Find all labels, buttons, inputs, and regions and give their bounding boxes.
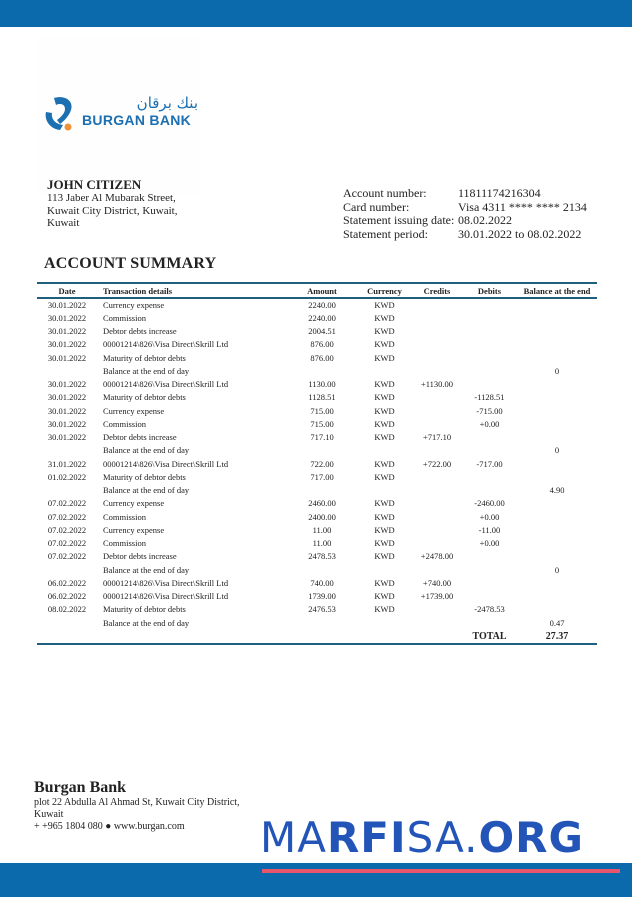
cell-amount: 1128.51 [308,392,336,403]
table-row [37,550,597,563]
cell-credit [412,470,462,483]
cell-date: 30.01.2022 [47,326,87,337]
balance-row [37,563,597,576]
cell-debit: -715.00 [476,405,503,416]
cell-credit [412,351,462,364]
cell-currency: KWD [374,498,395,509]
cell-amount: 717.00 [310,471,334,482]
table-row [37,497,597,510]
cell-balance: 0.47 [549,617,565,628]
account-number-value: 11811174216304 [458,186,541,200]
account-number-label: Account number: [343,186,427,200]
cell-date: 08.02.2022 [47,604,87,615]
cell-amount [287,484,357,497]
cell-date: 30.01.2022 [47,312,87,323]
cell-balance [517,523,597,536]
cell-amount: 722.00 [310,458,334,469]
issuing-date-value: 08.02.2022 [458,213,512,227]
table-row [37,590,597,603]
account-summary-title: ACCOUNT SUMMARY [44,255,217,272]
account-number-row [343,187,587,201]
client-name: JOHN CITIZEN [47,177,142,192]
table-row [37,417,597,430]
cell-credit: +1130.00 [420,379,454,390]
table-row [37,470,597,483]
cell-debit [462,431,517,444]
card-number-label: Card number: [343,199,410,214]
cell-balance [517,537,597,550]
cell-amount: 740.00 [310,577,334,588]
cell-credit [412,523,462,536]
cell-balance [517,351,597,364]
cell-date: 07.02.2022 [47,524,87,535]
card-number-value: Visa 4311 **** **** 2134 [458,199,587,214]
logo-english-text: BURGAN BANK [82,112,192,128]
cell-credit [412,417,462,430]
cell-balance [517,576,597,589]
cell-currency: KWD [374,458,395,469]
cell-details: Debtor debts increase [103,551,177,562]
cell-balance: 4.90 [549,485,565,496]
cell-details: Balance at the end of day [103,617,190,628]
table-row [37,510,597,523]
cell-currency: KWD [374,379,395,390]
issuing-date-row [343,214,587,228]
cell-currency: KWD [374,551,395,562]
cell-currency [357,364,412,377]
cell-debit [462,563,517,576]
total-row [37,629,597,644]
cell-details: Currency expense [103,300,165,311]
cell-debit [462,444,517,457]
cell-currency: KWD [374,326,395,337]
cell-currency: KWD [374,471,395,482]
cell-details: Maturity of debtor debts [103,604,186,615]
cell-date: 06.02.2022 [47,577,87,588]
cell-details: Debtor debts increase [103,326,177,337]
cell-details: Balance at the end of day [103,564,190,575]
cell-balance: 0 [554,365,560,376]
cell-date [37,484,97,497]
cell-details: Commission [103,312,146,323]
cell-amount: 11.00 [312,524,332,535]
cell-balance [517,497,597,510]
cell-currency [357,616,412,629]
cell-currency [357,484,412,497]
cell-date: 07.02.2022 [47,538,87,549]
statement-period-label: Statement period: [343,226,428,241]
cell-debit [462,378,517,391]
cell-amount: 717.10 [310,432,334,443]
cell-details: Currency expense [103,524,165,535]
cell-debit [462,484,517,497]
cell-amount: 11.00 [312,538,332,549]
cell-details: 00001214\826\Visa Direct\Skrill Ltd [103,458,229,469]
cell-date: 30.01.2022 [47,432,87,443]
table-row [37,298,597,311]
account-info-block [343,187,587,241]
cell-amount: 2460.00 [308,498,336,509]
cell-details: Maturity of debtor debts [103,392,186,403]
cell-date: 30.01.2022 [47,339,87,350]
cell-currency: KWD [374,405,395,416]
cell-amount: 876.00 [310,339,334,350]
table-row [37,431,597,444]
cell-amount [287,444,357,457]
cell-amount: 2400.00 [308,511,336,522]
cell-balance [517,590,597,603]
cell-amount: 2478.53 [308,551,336,562]
column-header-date: Date [58,285,76,296]
cell-date: 07.02.2022 [47,511,87,522]
cell-currency: KWD [374,312,395,323]
cell-balance [517,298,597,311]
cell-date: 01.02.2022 [47,471,87,482]
cell-amount: 715.00 [310,418,334,429]
cell-debit [462,311,517,324]
cell-currency: KWD [374,524,395,535]
cell-balance [517,378,597,391]
cell-details: Balance at the end of day [103,485,190,496]
cell-credit [412,497,462,510]
bank-name: Burgan Bank [34,779,127,796]
client-address-line: 113 Jaber Al Mubarak Street, [47,192,176,204]
cell-amount: 715.00 [310,405,334,416]
balance-row [37,444,597,457]
cell-date: 30.01.2022 [47,418,87,429]
cell-credit: +722.00 [422,458,452,469]
column-header-currency: Currency [367,285,402,296]
cell-debit: -11.00 [478,524,501,535]
cell-details: Balance at the end of day [103,445,190,456]
cell-currency [357,444,412,457]
cell-credit [412,510,462,523]
cell-date [37,444,97,457]
cell-balance [517,550,597,563]
cell-credit [412,404,462,417]
column-header-amount: Amount [307,285,337,296]
table-row [37,404,597,417]
cell-date: 31.01.2022 [47,458,87,469]
cell-debit [462,616,517,629]
cell-date: 30.01.2022 [47,352,87,363]
bank-contact: + +965 1804 080 ● www.burgan.com [34,821,185,832]
total-value: 27.37 [545,630,569,642]
cell-credit [412,537,462,550]
cell-debit [462,550,517,563]
balance-row [37,616,597,629]
bank-address-line: plot 22 Abdulla Al Ahmad St, Kuwait City District, [34,797,240,808]
table-row [37,351,597,364]
cell-debit: +0.00 [479,418,500,429]
cell-credit [412,325,462,338]
cell-amount: 2240.00 [308,300,336,311]
cell-credit [412,298,462,311]
cell-amount: 876.00 [310,352,334,363]
cell-debit: +0.00 [479,511,500,522]
cell-details: 00001214\826\Visa Direct\Skrill Ltd [103,577,229,588]
cell-currency: KWD [374,511,395,522]
total-label: TOTAL [472,630,507,642]
transactions-body [37,298,597,629]
cell-details: Debtor debts increase [103,432,177,443]
cell-amount: 1130.00 [308,379,336,390]
cell-details: Commission [103,418,146,429]
cell-amount: 1739.00 [308,591,336,602]
cell-amount [287,364,357,377]
bank-address-line: Kuwait [34,809,64,820]
cell-currency: KWD [374,352,395,363]
cell-amount [287,563,357,576]
cell-debit [462,364,517,377]
cell-credit [412,311,462,324]
cell-amount: 2004.51 [308,326,336,337]
cell-currency: KWD [374,604,395,615]
cell-details: Currency expense [103,405,165,416]
table-row [37,378,597,391]
client-address-line: Kuwait City District, Kuwait, [47,204,178,217]
logo-arabic-text: بنك برقان [136,94,198,112]
cell-balance [517,431,597,444]
cell-amount [287,616,357,629]
cell-credit [412,364,462,377]
cell-date: 07.02.2022 [47,498,87,509]
balance-row [37,484,597,497]
table-row [37,603,597,616]
cell-balance [517,391,597,404]
client-address-block [47,177,177,230]
cell-details: Maturity of debtor debts [103,471,186,482]
cell-debit: -2460.00 [474,498,505,509]
cell-credit [412,603,462,616]
cell-currency: KWD [374,432,395,443]
cell-details: 00001214\826\Visa Direct\Skrill Ltd [103,591,229,602]
table-row [37,576,597,589]
cell-date: 30.01.2022 [47,300,87,311]
column-header-credits: Credits [423,285,451,296]
cell-debit [462,338,517,351]
cell-balance: 0 [554,445,560,456]
cell-credit: +2478.00 [420,551,454,562]
table-row [37,391,597,404]
cell-currency: KWD [374,418,395,429]
cell-details: 00001214\826\Visa Direct\Skrill Ltd [103,379,229,390]
cell-balance [517,457,597,470]
transactions-table [37,282,597,645]
cell-details: Balance at the end of day [103,365,190,376]
card-number-row [343,201,587,215]
cell-details: Maturity of debtor debts [103,352,186,363]
cell-details: Commission [103,538,146,549]
cell-credit [412,338,462,351]
cell-balance [517,404,597,417]
table-row [37,311,597,324]
watermark-underline [262,869,620,873]
table-row [37,537,597,550]
cell-balance [517,603,597,616]
cell-details: Currency expense [103,498,165,509]
cell-balance [517,510,597,523]
cell-currency: KWD [374,591,395,602]
cell-currency: KWD [374,339,395,350]
cell-currency: KWD [374,300,395,311]
cell-balance [517,417,597,430]
cell-debit: -2478.53 [474,604,505,615]
cell-date [37,364,97,377]
cell-credit [412,391,462,404]
cell-amount: 2476.53 [308,604,336,615]
cell-balance [517,470,597,483]
statement-period-row [343,228,587,242]
bank-footer [34,778,240,833]
cell-debit [462,351,517,364]
issuing-date-label: Statement issuing date: [343,213,455,227]
header-bar [0,0,632,27]
column-header-debits: Debits [477,285,502,296]
table-row [37,338,597,351]
cell-debit [462,590,517,603]
cell-date [37,616,97,629]
cell-credit: +1739.00 [420,591,454,602]
cell-date: 07.02.2022 [47,551,87,562]
cell-debit: -1128.51 [474,392,505,403]
bank-logo [42,94,198,134]
cell-balance [517,325,597,338]
cell-date: 30.01.2022 [47,392,87,403]
cell-currency: KWD [374,538,395,549]
cell-currency [357,563,412,576]
cell-credit [412,563,462,576]
cell-balance: 0 [554,564,560,575]
cell-credit [412,444,462,457]
balance-row [37,364,597,377]
cell-debit [462,298,517,311]
cell-credit: +717.10 [422,432,452,443]
logo-area [38,36,200,194]
cell-balance [517,338,597,351]
cell-date: 06.02.2022 [47,591,87,602]
cell-balance [517,311,597,324]
column-header-balance: Balance at the end [523,285,591,296]
watermark-text: MARFISA.ORG [260,813,584,862]
client-address-line: Kuwait [47,217,80,229]
table-header-row [37,283,597,298]
table-row [37,523,597,536]
table-row [37,325,597,338]
cell-debit [462,576,517,589]
cell-amount: 2240.00 [308,312,336,323]
cell-credit [412,484,462,497]
cell-debit: -717.00 [476,458,503,469]
cell-credit [412,616,462,629]
cell-details: Commission [103,511,146,522]
cell-details: 00001214\826\Visa Direct\Skrill Ltd [103,339,229,350]
column-header-details: Transaction details [103,285,173,296]
cell-currency: KWD [374,392,395,403]
cell-debit [462,470,517,483]
cell-credit: +740.00 [422,577,452,588]
cell-currency: KWD [374,577,395,588]
cell-date: 30.01.2022 [47,379,87,390]
table-row [37,457,597,470]
cell-debit: +0.00 [479,538,500,549]
cell-date: 30.01.2022 [47,405,87,416]
cell-debit [462,325,517,338]
statement-period-value: 30.01.2022 to 08.02.2022 [458,226,582,241]
burgan-logo-icon [42,96,76,132]
cell-date [37,563,97,576]
